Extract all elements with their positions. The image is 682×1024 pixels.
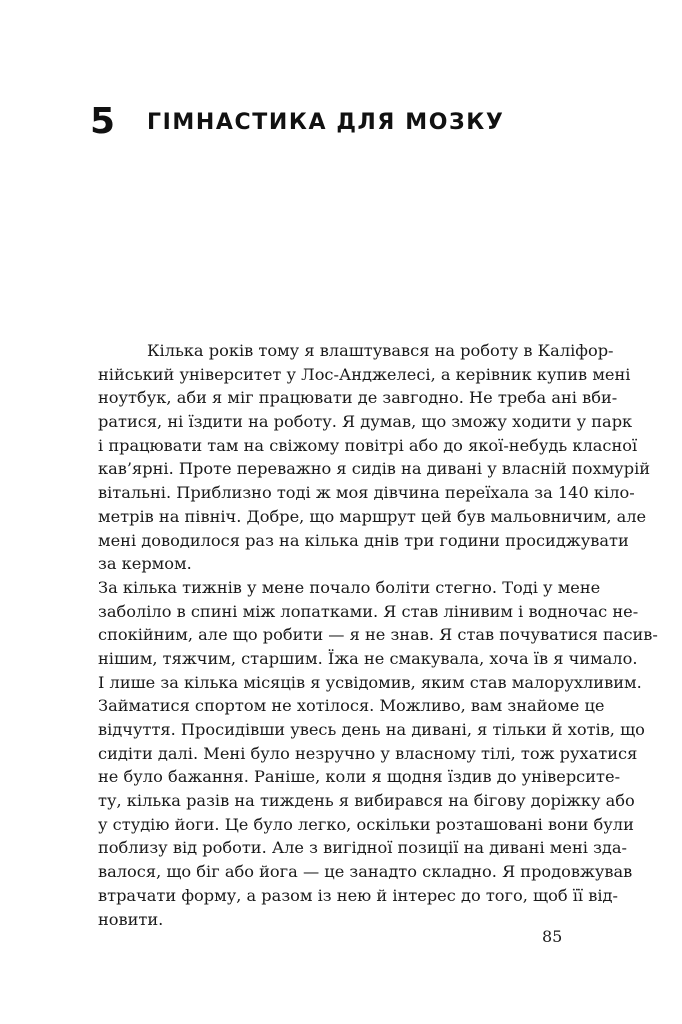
text-line: відчуття. Просидівши увесь день на дивані, я тільки й хотів, що: [98, 720, 645, 739]
text-line: нішим, тяжчим, старшим. Їжа не смакувала, хоча їв я чимало.: [98, 648, 638, 668]
paragraph-3: [98, 694, 645, 931]
text-line: вітальні. Приблизно тоді ж моя дівчина переїхала за 140 кіло-: [98, 483, 635, 503]
text-line: Кілька років тому я влаштувався на роботу в Каліфор-: [147, 341, 614, 360]
text-line: ту, кілька разів на тиждень я вибирався на бігову доріжку або: [98, 791, 635, 811]
chapter-title: ГІМНАСТИКА ДЛЯ МОЗКУ: [147, 110, 505, 135]
paragraph-1: [98, 339, 651, 576]
chapter-body-text: [98, 339, 658, 931]
chapter-number: 5: [90, 101, 116, 142]
text-line: кав’ярні. Проте переважно я сидів на дивані у власній похмурій: [98, 459, 651, 479]
text-line: нійський університет у Лос-Анджелесі, а керівник купив мені: [98, 364, 631, 384]
text-line: За кілька тижнів у мене почало боліти стегно. Тоді у мене: [98, 577, 601, 597]
text-line: у студію йоги. Це було легко, оскільки розташовані вони були: [98, 814, 634, 834]
text-line: і працювати там на свіжому повітрі або до якої-небудь класної: [98, 435, 638, 455]
chapter-heading: [90, 100, 610, 150]
text-line: заболіло в спині між лопатками. Я став лінивим і водночас не-: [98, 601, 639, 621]
text-line: Займатися спортом не хотілося. Можливо, вам знайоме це: [98, 696, 605, 716]
text-line: валося, що біг або йога — це занадто складно. Я продовжував: [98, 862, 633, 882]
text-line: спокійним, але що робити — я не знав. Я став почуватися пасив-: [98, 625, 658, 645]
page-number: 85: [542, 927, 563, 946]
text-line: ноутбук, аби я міг працювати де завгодно. Не треба ані вби-: [98, 388, 618, 408]
text-line: за кермом.: [98, 554, 192, 574]
text-line: втрачати форму, а разом із нею й інтерес до того, щоб її від-: [98, 885, 618, 905]
text-line: ратися, ні їздити на роботу. Я думав, що зможу ходити у парк: [98, 412, 633, 432]
text-line: метрів на північ. Добре, що маршрут цей був мальовничим, але: [98, 506, 647, 526]
text-line: поблизу від роботи. Але з вигідної позиції на дивані мені зда-: [98, 838, 627, 858]
text-line: новити.: [98, 909, 164, 929]
text-line: мені доводилося раз на кілька днів три години просиджувати: [98, 530, 629, 550]
text-line: сидіти далі. Мені було незручно у власному тілі, тож рухатися: [98, 743, 638, 763]
paragraph-2: [98, 576, 658, 694]
text-line: І лише за кілька місяців я усвідомив, яким став малорухливим.: [98, 672, 642, 692]
text-line: не було бажання. Раніше, коли я щодня їздив до університе-: [98, 767, 621, 787]
